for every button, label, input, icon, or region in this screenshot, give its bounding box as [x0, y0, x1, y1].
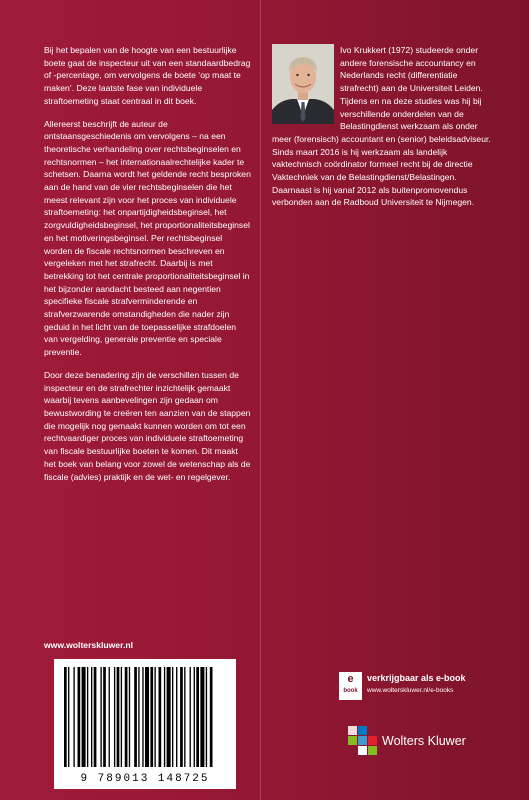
ebook-icon	[339, 672, 362, 700]
barcode-bar	[159, 667, 162, 767]
barcode-bar	[176, 667, 177, 767]
publisher-name: Wolters Kluwer	[382, 734, 466, 748]
isbn-barcode	[54, 659, 236, 789]
column-divider	[260, 0, 261, 800]
barcode-bar	[94, 667, 97, 767]
barcode-bar	[78, 667, 81, 767]
wolters-kluwer-logo-icon	[348, 726, 378, 756]
ebook-title: verkrijgbaar als e-book	[367, 673, 466, 683]
barcode-bar	[64, 667, 67, 767]
barcode-bar	[184, 667, 185, 767]
ebook-icon-letter: e	[347, 673, 354, 685]
barcode-bar	[103, 667, 106, 767]
barcode-bar	[138, 667, 139, 767]
blurb-paragraph-1: Bij het bepalen van de hoogte van een bestuurlijke boete gaat de inspecteur uit van een standaardbedrag of -percentage, om vervolgens de boete ‘op maat te maken’. Deze laatste fase van individuele straftoemeting staat centraal in dit boek.	[44, 45, 251, 106]
publisher-website-link[interactable]: www.wolterskluwer.nl	[44, 640, 133, 650]
barcode-bar	[164, 667, 165, 767]
barcode-bar	[196, 667, 199, 767]
ebook-notice	[339, 672, 499, 700]
ebook-url-link[interactable]: www.wolterskluwer.nl/e-books	[367, 687, 454, 694]
barcode-bar	[145, 667, 149, 767]
barcode-bar	[142, 667, 143, 767]
barcode-bar	[180, 667, 183, 767]
barcode-bar	[190, 667, 191, 767]
barcode-bar	[117, 667, 120, 767]
publisher-logo	[348, 726, 498, 760]
barcode-bar	[121, 667, 122, 767]
barcode-bar	[114, 667, 115, 767]
barcode-bar	[109, 667, 110, 767]
barcode-bar	[154, 667, 155, 767]
barcode-bar	[125, 667, 128, 767]
barcode-bar	[210, 667, 213, 767]
barcode-bar	[91, 667, 92, 767]
barcode-bar	[82, 667, 86, 767]
barcode-bar	[129, 667, 130, 767]
barcode-bars	[54, 659, 236, 771]
barcode-bar	[134, 667, 137, 767]
author-bio-text: Ivo Krukkert (1972) studeerde onder andere forensische accountancy en Nederlands recht (differentiatie strafrecht) aan de Universiteit Leiden. Tijdens en na deze studies was hij bij verschillende onderdelen van de Belastingdienst werkzaam als onder meer (forensisch) accountant en (senior) beleidsadviseur. Sinds maart 2016 is hij werkzaam als landelijk vaktechnisch coördinator formeel recht bij de directie Vaktechniek van de Belastingdienst/Belastingen.	[272, 45, 491, 183]
ebook-icon-word: book	[343, 688, 358, 694]
barcode-bar	[73, 667, 74, 767]
barcode-bar	[68, 667, 69, 767]
blurb-paragraph-2: Allereerst beschrijft de auteur de ontstaansgeschiedenis om vervolgens – na een theoretische verhandeling over rechtsbeginselen en rechtsnormen – het internationaalrechtelijke kader te schetsen. Daarna wordt het geldende recht besproken aan de hand van de vier rechtsbeginselen die het meest relevant zijn voor het proces van individuele straftoemeting: het onpartijdigheidsbeginsel, het zorgvuldigheidsbeginsel, het proportionaliteitsbeginsel en het motiveringsbeginsel. Per rechtsbeginsel worden de fiscale rechtsnormen beschreven en vergeleken met het strafrecht. Daarbij is met betrekking tot het centrale proportionaliteitsbeginsel in het bijzonder aandacht besteed aan negentien specifieke fiscale strafverminderende en strafverzwarende omstandigheden die nader zijn geduid in het licht van de toepasselijke strafdoelen van vergelding, generale preventie en speciale preventie.	[44, 118, 251, 358]
barcode-bar	[172, 667, 173, 767]
author-bio-text-2: Daarnaast is hij vanaf 2012 als buitenpromovendus verbonden aan de Radboud Universiteit te Nijmegen.	[272, 184, 475, 208]
barcode-bar	[100, 667, 101, 767]
blurb-column	[44, 44, 252, 483]
barcode-bar	[167, 667, 171, 767]
blurb-paragraph-3: Door deze benadering zijn de verschillen tussen de inspecteur en de strafrechter inzichtelijk gemaakt waarbij tevens aanbevelingen zijn gedaan om bewustwording te creëren ten aanzien van de stappen die mogelijk nog gemaakt kunnen worden om tot een rechtvaardiger proces van individuele straftoemeting van fiscale bestuurlijke boeten te komen. Dit maakt het boek van belang voor zowel de wetenschap als de fiscale (advies) praktijk en de wet- en regelgever.	[44, 369, 251, 482]
barcode-bar	[87, 667, 88, 767]
author-bio	[272, 44, 496, 209]
barcode-bar	[150, 667, 153, 767]
barcode-bar	[206, 667, 207, 767]
author-photo	[272, 44, 334, 124]
isbn-number: 9 789013 148725	[80, 773, 210, 785]
barcode-bar	[194, 667, 195, 767]
barcode-bar	[200, 667, 204, 767]
